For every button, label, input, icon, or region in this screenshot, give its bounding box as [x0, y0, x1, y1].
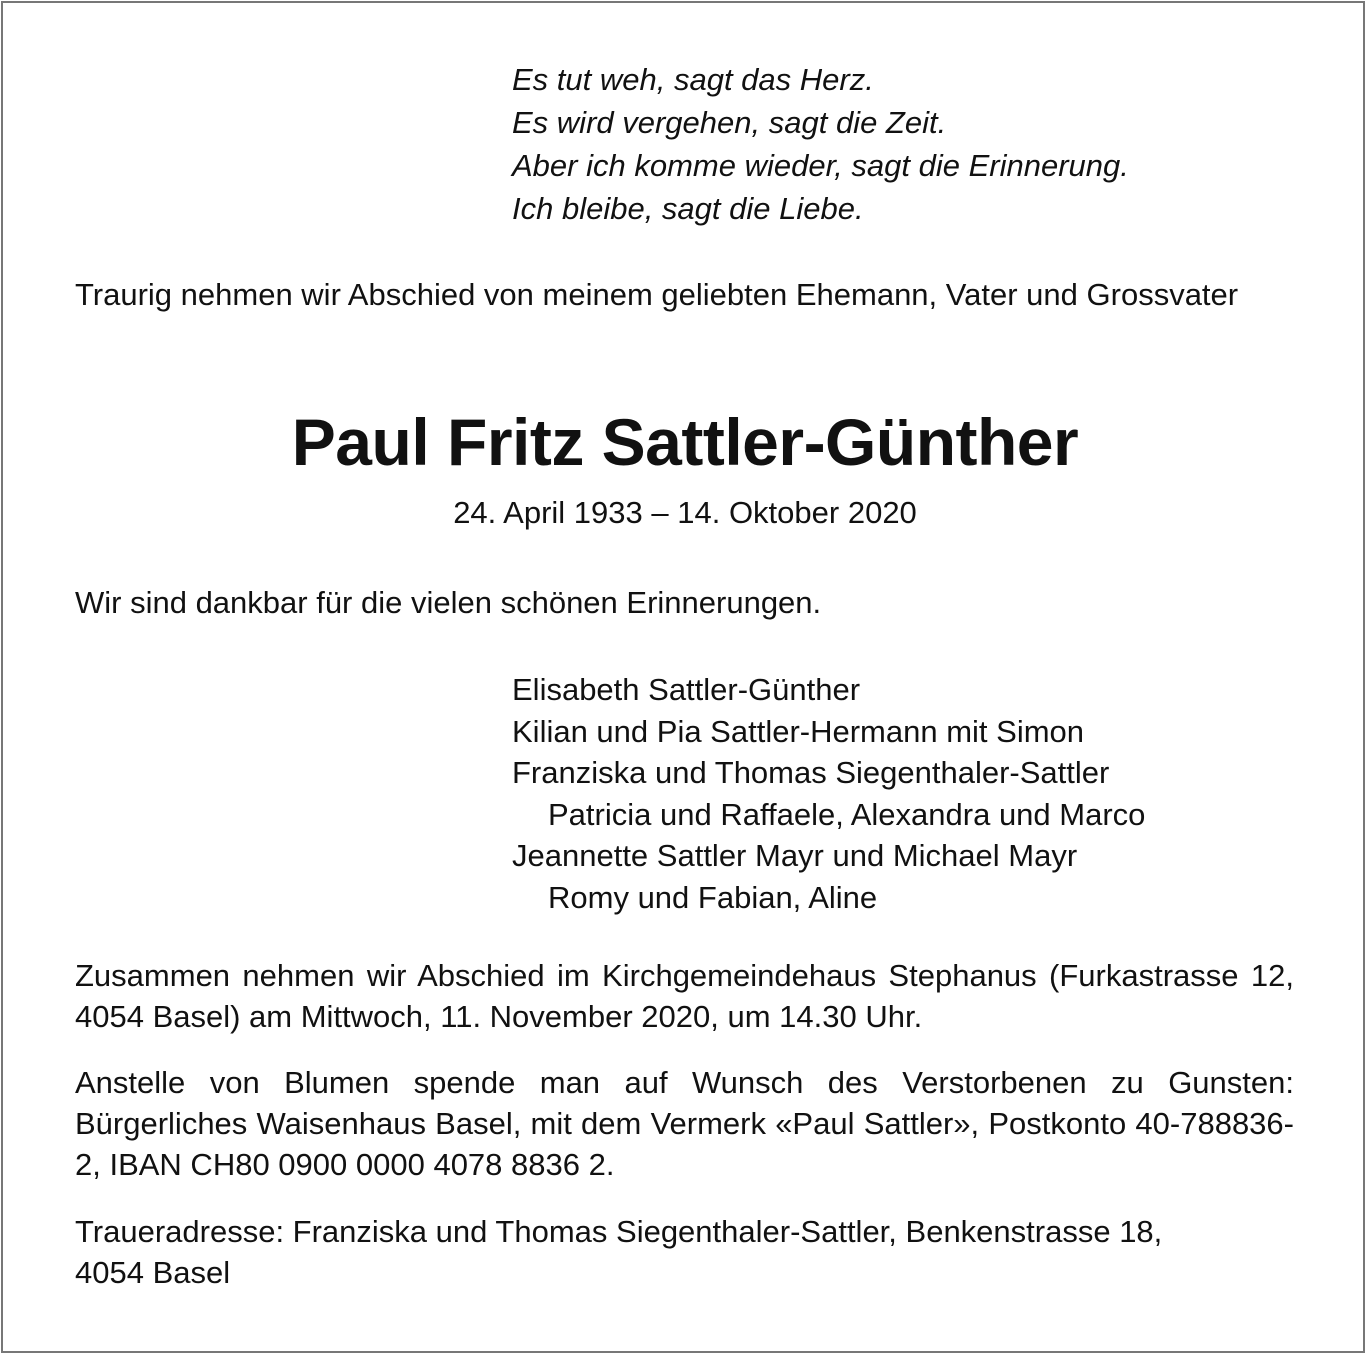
- poem-line: Es tut weh, sagt das Herz.: [512, 62, 874, 97]
- mourning-address-line: Traueradresse: Franziska und Thomas Siegenthaler-Sattler, Benkenstrasse 18,: [75, 1214, 1163, 1249]
- donation-text: Anstelle von Blumen spende man auf Wunsch des Verstorbenen zu Gunsten: Bürgerliches Waisenhaus Basel, mit dem Vermerk «Paul Sattler», Postkonto 40-788836-2, IBAN CH80 0900 0000 4078 8836 2.: [75, 1065, 1294, 1182]
- family-member: Elisabeth Sattler-Günther: [512, 672, 861, 707]
- deceased-name: Paul Fritz Sattler-Günther: [291, 405, 1079, 479]
- mourning-address-line: 4054 Basel: [75, 1255, 231, 1290]
- poem-line: Aber ich komme wieder, sagt die Erinnerung.: [512, 148, 1129, 183]
- poem: [512, 58, 1129, 230]
- poem-line: Es wird vergehen, sagt die Zeit.: [512, 105, 947, 140]
- family-member: Romy und Fabian, Aline: [548, 879, 878, 915]
- family-member: Jeannette Sattler Mayr und Michael Mayr: [512, 838, 1078, 873]
- family-member: Patricia und Raffaele, Alexandra und Marco: [548, 796, 1146, 832]
- intro-text: Traurig nehmen wir Abschied von meinem geliebten Ehemann, Vater und Grossvater: [75, 277, 1239, 312]
- mourning-address: [75, 1211, 1294, 1293]
- family-member: Kilian und Pia Sattler-Hermann mit Simon: [512, 713, 1085, 749]
- farewell-text: Zusammen nehmen wir Abschied im Kirchgemeindehaus Stephanus (Furkastrasse 12, 4054 Basel) am Mittwoch, 11. November 2020, um 14.30 Uhr.: [75, 958, 1294, 1034]
- family-member: Franziska und Thomas Siegenthaler-Sattler: [512, 755, 1110, 790]
- family-list: [512, 669, 1145, 918]
- life-dates: 24. April 1933 – 14. Oktober 2020: [453, 495, 917, 530]
- gratitude-text: Wir sind dankbar für die vielen schönen Erinnerungen.: [75, 585, 822, 620]
- poem-line: Ich bleibe, sagt die Liebe.: [512, 191, 864, 226]
